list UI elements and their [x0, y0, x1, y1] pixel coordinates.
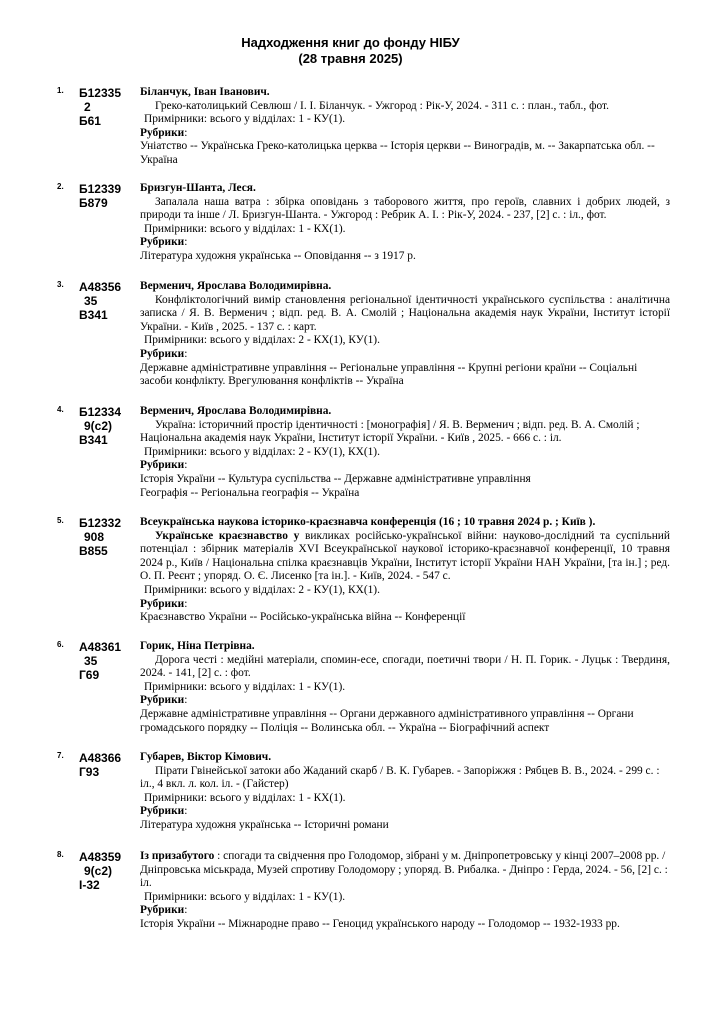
rubrics-label: Рубрики: [140, 597, 185, 610]
entry-title-bold: Українське краєзнавство у: [155, 529, 300, 542]
shelf-mark: [79, 280, 135, 322]
entry-author: Всеукраїнська наукова історико-краєзнавча конференція (16 ; 10 травня 2024 р. ; Київ ).: [140, 516, 596, 528]
entry-rubric: Краєзнавство України -- Російсько-українська війна -- Конференції: [140, 611, 466, 624]
title-line-1: Надходження книг до фонду НІБУ: [241, 35, 460, 50]
rubrics-label: Рубрики: [140, 694, 185, 707]
shelf-code: Б12339: [79, 182, 121, 196]
rubrics-label: Рубрики: [140, 126, 185, 139]
entry-copies: Примірники: всього у відділах: 2 - КУ(1), КХ(1).: [144, 583, 380, 596]
entry-rubric: Література художня українська -- Оповідання -- з 1917 р.: [140, 249, 416, 262]
shelf-code: А48361: [79, 640, 122, 654]
shelf-code: В341: [79, 308, 108, 322]
shelf-code: 35: [84, 294, 98, 308]
entry-number: 8.: [57, 850, 64, 859]
shelf-code: Б12335: [79, 86, 121, 100]
entry-description: Дорога честі : медійні матеріали, спомин-есе, спогади, поетичні твори / Н. П. Горик. - Луцьк : Твердиня, 2024. - 141, [2] с. : фот.: [140, 653, 670, 680]
shelf-code: Б879: [79, 196, 108, 210]
entry-number: 1.: [57, 86, 64, 95]
entry-number: 7.: [57, 751, 64, 760]
shelf-code: В341: [79, 433, 108, 447]
shelf-code: І-32: [79, 878, 100, 892]
entry-number: 3.: [57, 280, 64, 289]
shelf-mark: [79, 640, 135, 682]
entry-number: 2.: [57, 182, 64, 191]
entry-copies: Примірники: всього у відділах: 1 - КУ(1).: [144, 680, 346, 693]
entry-rubric: Державне адміністративне управління -- Органи державного адміністративного управління -- Органи громадського порядку -- Поліція -- Волинська обл. -- Україна -- Біографічний аспект: [140, 707, 634, 734]
entry-author: Верменич, Ярослава Володимирівна.: [140, 405, 332, 417]
entry-author: Губарев, Віктор Кімович.: [140, 751, 272, 763]
entry-body: Верменич, Ярослава Володимирівна. Україна: історичний простір ідентичності : [монографія] / Я. В. Верменич ; відп. ред. В. А. Смолій ; Національна академія наук України, Інститут історії України. - Київ , 2025. - 666 с. : іл. Примірники: всього у відділах: 2 - КУ(1), КХ(1). Рубрики: Історія України -- Культура суспільства -- Державне адміністративне управління Географія -- Регіональна географія -- Україна: [140, 405, 670, 500]
entry-description: Греко-католицький Севлюш / І. І. Біланчук. - Ужгород : Рік-У, 2024. - 311 с. : план., табл., фот.: [155, 99, 609, 112]
page-title: [0, 35, 701, 67]
entry-body: Верменич, Ярослава Володимирівна. Конфліктологічний вимір становлення регіональної ідентичності українського суспільства : аналітична записка / Я. В. Верменич ; відп. ред. В. А. Смолій ; Національна академія наук України, Інститут історії України. - Київ , 2025. - 137 с. : карт. Примірники: всього у відділах: 2 - КХ(1), КУ(1). Рубрики: Державне адміністративне управління -- Регіональне управління -- Крупні регіони країни -- Соціальні засоби конфлікту. Врегулювання конфліктів -- Україна: [140, 280, 670, 388]
shelf-code: А48356: [79, 280, 122, 294]
shelf-code: 9(с2): [84, 419, 113, 433]
entry-description: Пірати Гвінейської затоки або Жаданий скарб / В. К. Губарев. - Запоріжжя : Рябцев В. В., 2024. - 299 с. : іл., 4 вкл. л. кол. іл. - (Гайстер): [140, 764, 660, 791]
entry-rubric: Література художня українська -- Історичні романи: [140, 818, 389, 831]
shelf-code: А48366: [79, 751, 122, 765]
entry-body: Губарев, Віктор Кімович. Пірати Гвінейської затоки або Жаданий скарб / В. К. Губарев. - Запоріжжя : Рябцев В. В., 2024. - 299 с. : іл., 4 вкл. л. кол. іл. - (Гайстер) Примірники: всього у відділах: 1 - КХ(1). Рубрики: Література художня українська -- Історичні романи: [140, 751, 670, 833]
shelf-code: 908: [84, 530, 105, 544]
rubrics-label: Рубрики: [140, 459, 185, 472]
entry-description: [140, 530, 670, 584]
entry-copies: Примірники: всього у відділах: 2 - КУ(1), КХ(1).: [144, 445, 380, 458]
title-line-2: (28 травня 2025): [298, 51, 403, 66]
entry-rubric: Географія -- Регіональна географія -- Україна: [140, 486, 360, 499]
entry-body: Горик, Ніна Петрівна. Дорога честі : медійні матеріали, спомин-есе, спогади, поетичні твори / Н. П. Горик. - Луцьк : Твердиня, 2024. - 141, [2] с. : фот. Примірники: всього у відділах: 1 - КУ(1). Рубрики: Державне адміністративне управління -- Органи державного адміністративного управління -- Органи громадського порядку -- Поліція -- Волинська обл. -- Україна -- Біографічний аспект: [140, 640, 670, 734]
shelf-code: В855: [79, 544, 108, 558]
entry-number: 4.: [57, 405, 64, 414]
entry-description: Конфліктологічний вимір становлення регіональної ідентичності українського суспільства : аналітична записка / Я. В. Верменич ; відп. ред. В. А. Смолій ; Національна академія наук України, Інститут історії України. - Київ , 2025. - 137 с. : карт.: [140, 293, 670, 333]
entry-body: Всеукраїнська наукова історико-краєзнавча конференція (16 ; 10 травня 2024 р. ; Київ ). Українське краєзнавство у викликах російсько-української війни: науково-дослідний та суспільний потенціал : збірник матеріалів XVI Всеукраїнської наукової історико-краєзнавчої конференції, 10 травня 2024 р., Київ / Національна спілка краєзнавців України, Інститут історії України НАН України, [та ін.] ; ред. О. П. Реєнт ; упоряд. О. Є. Лисенко [та ін.]. - Київ, 2024. - 547 с. Примірники: всього у відділах: 2 - КУ(1), КХ(1). Рубрики: Краєзнавство України -- Російсько-українська війна -- Конференції: [140, 516, 670, 624]
entry-body: Бризгун-Шанта, Леся. Запалала наша ватра : збірка оповідань з таборового життя, про героїв, славних і добрих людей, з природи та інше / Л. Бризгун-Шанта. - Ужгород : Ребрик А. І. : Рік-У, 2024. - 237, [2] с. : іл., фот. Примірники: всього у відділах: 1 - КХ(1). Рубрики: Література художня українська -- Оповідання -- з 1917 р.: [140, 182, 670, 262]
shelf-mark: [79, 182, 135, 210]
entry-body: Біланчук, Іван Іванович. Греко-католицький Севлюш / І. І. Біланчук. - Ужгород : Рік-У, 2024. - 311 с. : план., табл., фот. Примірники: всього у відділах: 1 - КУ(1). Рубрики: Уніатство -- Українська Греко-католицька церква -- Історія церкви -- Виноградів, м. -- Закарпатська обл. -- Україна: [140, 86, 670, 168]
entry-copies: Примірники: всього у відділах: 1 - КХ(1).: [144, 222, 346, 235]
shelf-mark: [79, 850, 135, 892]
shelf-code: Б12332: [79, 516, 121, 530]
entry-author: Бризгун-Шанта, Леся.: [140, 182, 256, 194]
shelf-mark: [79, 516, 135, 558]
entry-copies: Примірники: всього у відділах: 1 - КУ(1).: [144, 890, 346, 903]
entry-rubric: Історія України -- Міжнародне право -- Геноцид українського народу -- Голодомор -- 1932-1933 рр.: [140, 917, 620, 930]
entry-number: 6.: [57, 640, 64, 649]
rubrics-label: Рубрики: [140, 236, 185, 249]
entry-rubric: Державне адміністративне управління -- Регіональне управління -- Крупні регіони країни -- Соціальні засоби конфлікту. Врегулювання конфліктів -- Україна: [140, 361, 638, 388]
entry-rubric: Уніатство -- Українська Греко-католицька церква -- Історія церкви -- Виноградів, м. -- Закарпатська обл. -- Україна: [140, 140, 655, 166]
entry-description: Україна: історичний простір ідентичності : [монографія] / Я. В. Верменич ; відп. ред. В. А. Смолій ; Національна академія наук України, Інститут історії України. - Київ , 2025. - 666 с. : іл.: [140, 418, 640, 445]
entry-author: Біланчук, Іван Іванович.: [140, 86, 270, 98]
entry-rubric: Історія України -- Культура суспільства -- Державне адміністративне управління: [140, 472, 531, 485]
entry-copies: Примірники: всього у відділах: 1 - КХ(1).: [144, 791, 346, 804]
entry-body: Із призабутого : спогади та свідчення про Голодомор, зібрані у м. Дніпропетровську у кінці 2007–2008 рр. / Дніпровська міськрада, Музей спротиву Голодомору ; упоряд. В. Рибалка. - Дніпро : Герда, 2024. - 56, [2] с. : іл. Примірники: всього у відділах: 1 - КУ(1). Рубрики: Історія України -- Міжнародне право -- Геноцид українського народу -- Голодомор -- 1932-1933 рр.: [140, 850, 670, 932]
rubrics-label: Рубрики: [140, 347, 185, 360]
shelf-code: 2: [84, 100, 91, 114]
shelf-code: Б61: [79, 114, 101, 128]
entry-author: Горик, Ніна Петрівна.: [140, 640, 255, 652]
shelf-code: 35: [84, 654, 98, 668]
entry-title-bold: Із призабутого: [140, 850, 215, 862]
entry-description: [140, 850, 670, 891]
shelf-code: А48359: [79, 850, 122, 864]
shelf-code: Г93: [79, 765, 100, 779]
entry-description-text: : спогади та свідчення про Голодомор, зібрані у м. Дніпропетровську у кінці 2007–2008 рр. / Дніпровська міськрада, Музей спротиву Голодомору ; упоряд. В. Рибалка. - Дніпро : Герда, 2024. - 56, [2] с. : іл.: [140, 850, 668, 890]
shelf-mark: [79, 405, 135, 447]
shelf-mark: [79, 86, 135, 128]
shelf-code: 9(с2): [84, 864, 113, 878]
shelf-code: Г69: [79, 668, 100, 682]
entry-copies: Примірники: всього у відділах: 1 - КУ(1).: [144, 113, 346, 126]
shelf-code: Б12334: [79, 405, 121, 419]
entry-author: Верменич, Ярослава Володимирівна.: [140, 280, 332, 292]
entry-copies: Примірники: всього у відділах: 2 - КХ(1), КУ(1).: [144, 334, 380, 347]
rubrics-label: Рубрики: [140, 904, 185, 917]
rubrics-label: Рубрики: [140, 805, 185, 818]
shelf-mark: [79, 751, 135, 779]
entry-description: Запалала наша ватра : збірка оповідань з таборового життя, про героїв, славних і добрих людей, з природи та інше / Л. Бризгун-Шанта. - Ужгород : Ребрик А. І. : Рік-У, 2024. - 237, [2] с. : іл., фот.: [140, 195, 670, 222]
entry-number: 5.: [57, 516, 64, 525]
entry-description-text: викликах російсько-української війни: науково-дослідний та суспільний потенціал : збірник матеріалів XVI Всеукраїнської наукової історико-краєзнавчої конференції, 10 травня 2024 р., Київ / Національна спілка краєзнавців України, Інститут історії України НАН України, [та ін.] ; ред. О. П. Реєнт ; упоряд. О. Є. Лисенко [та ін.]. - Київ, 2024. - 547 с.: [140, 529, 670, 583]
